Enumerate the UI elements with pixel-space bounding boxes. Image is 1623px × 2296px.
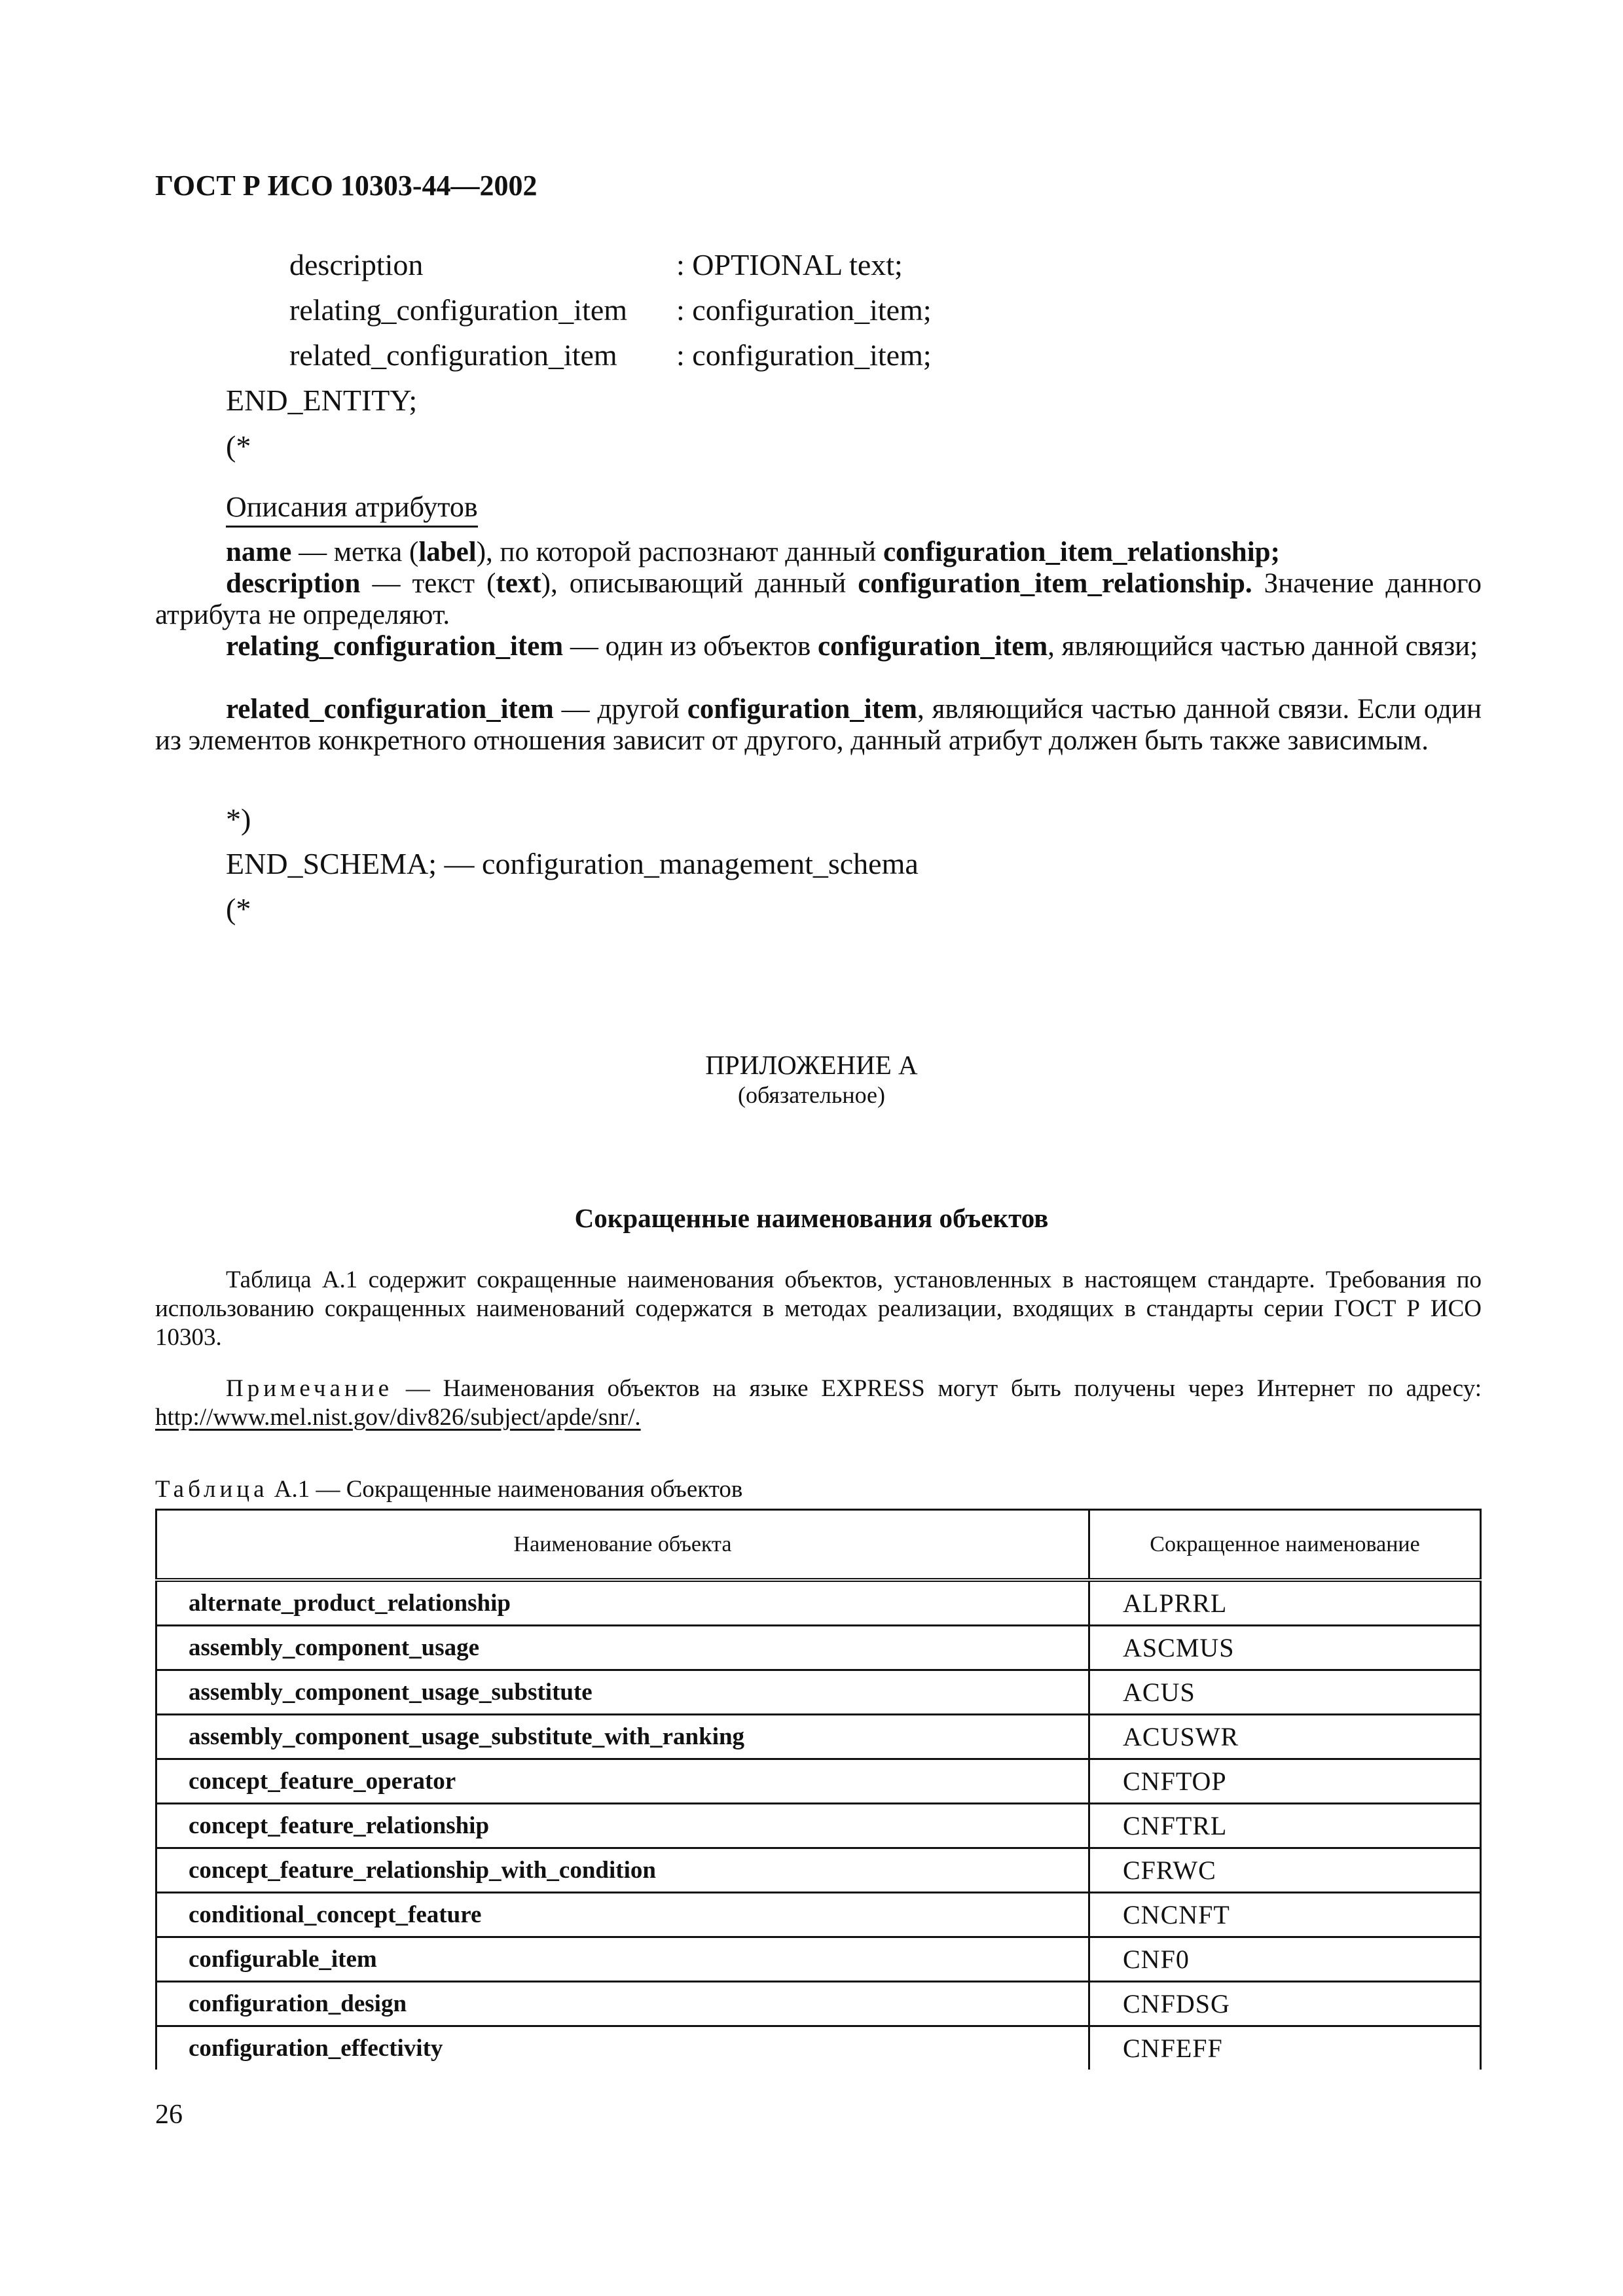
object-name-cell: concept_feature_relationship: [156, 1804, 1089, 1848]
short-name-cell: CNFDSG: [1089, 1982, 1481, 2026]
term-description: description: [226, 568, 361, 599]
attr-name-relating: relating_configuration_item: [289, 293, 628, 327]
attr-type-description: : OPTIONAL text;: [676, 248, 903, 281]
object-name-cell: concept_feature_relationship_with_condition: [156, 1848, 1089, 1893]
short-name-cell: CNFTOP: [1089, 1759, 1481, 1804]
table-row: [156, 1715, 1481, 1759]
column-header-short-name: Сокращенное наименование: [1089, 1510, 1481, 1581]
attr-name-description: description: [289, 248, 424, 281]
comment-open: (*: [226, 429, 251, 463]
note-url-link[interactable]: http://www.mel.nist.gov/div826/subject/apde/snr/.: [155, 1404, 641, 1431]
object-name-cell: assembly_component_usage_substitute: [156, 1670, 1089, 1715]
table-header-row: [156, 1510, 1481, 1581]
attr-type-relating: : configuration_item;: [676, 293, 932, 327]
table-row: [156, 1804, 1481, 1848]
table-row: [156, 1848, 1481, 1893]
table-row: [156, 1759, 1481, 1804]
table-row: [156, 1937, 1481, 1982]
table-row: [156, 1893, 1481, 1937]
appendix-note: Примечание — Наименования объектов на языке EXPRESS могут быть получены через Интернет по адресу: http://www.mel.nist.gov/div826/subject/apde/snr/.: [155, 1375, 1482, 1431]
def-relating: relating_configuration_item — один из объектов configuration_item, являющийся частью данной связи;: [226, 631, 1478, 662]
appendix-intro: Таблица А.1 содержит сокращенные наименования объектов, установленных в настоящем стандарте. Требования по использованию сокращенных наименований содержатся в методах реализации, входящих в стандарты серии ГОСТ Р ИСО 10303.: [155, 1266, 1482, 1351]
table-row: [156, 2026, 1481, 2070]
appendix-title: ПРИЛОЖЕНИЕ А: [705, 1050, 918, 1080]
short-name-cell: CNF0: [1089, 1937, 1481, 1982]
running-header: ГОСТ Р ИСО 10303-44—2002: [155, 170, 538, 202]
short-name-cell: ACUS: [1089, 1670, 1481, 1715]
table-caption: Таблица А.1 — Сокращенные наименования объектов: [155, 1476, 743, 1503]
term-relating: relating_configuration_item: [226, 631, 564, 662]
term-name: name: [226, 537, 292, 567]
table-row: [156, 1670, 1481, 1715]
end-schema: END_SCHEMA; — configuration_management_schema: [226, 847, 919, 880]
object-name-cell: configurable_item: [156, 1937, 1089, 1982]
object-name-cell: alternate_product_relationship: [156, 1580, 1089, 1626]
section-heading: Описания атрибутов: [226, 490, 478, 528]
comment-open-2: (*: [226, 892, 251, 925]
short-name-cell: ASCMUS: [1089, 1626, 1481, 1670]
end-entity: END_ENTITY;: [226, 384, 418, 417]
short-name-cell: ACUSWR: [1089, 1715, 1481, 1759]
page-number: 26: [155, 2100, 183, 2130]
object-name-cell: assembly_component_usage: [156, 1626, 1089, 1670]
attr-name-related: related_configuration_item: [289, 338, 617, 372]
short-name-cell: CNFTRL: [1089, 1804, 1481, 1848]
table-row: [156, 1580, 1481, 1626]
short-name-cell: CNCNFT: [1089, 1893, 1481, 1937]
column-header-object-name: Наименование объекта: [156, 1510, 1089, 1581]
def-name: name — метка (label), по которой распознают данный configuration_item_relationship;: [226, 537, 1280, 567]
object-name-cell: assembly_component_usage_substitute_with_ranking: [156, 1715, 1089, 1759]
def-related: related_configuration_item — другой configuration_item, являющийся частью данной связи. Если один из элементов конкретного отношения зависит от другого, данный атрибут должен быть также зависимым.: [155, 694, 1482, 756]
term-related: related_configuration_item: [226, 694, 554, 725]
object-name-cell: configuration_effectivity: [156, 2026, 1089, 2070]
table-row: [156, 1626, 1481, 1670]
def-description: description — текст (text), описывающий данный configuration_item_relationship. Значение данного атрибута не определяют.: [155, 568, 1482, 630]
table-row: [156, 1982, 1481, 2026]
object-name-cell: concept_feature_operator: [156, 1759, 1089, 1804]
appendix-subtitle: (обязательное): [738, 1082, 885, 1108]
short-name-cell: CNFEFF: [1089, 2026, 1481, 2070]
short-name-cell: CFRWC: [1089, 1848, 1481, 1893]
note-label: Примечание: [226, 1375, 393, 1402]
object-name-cell: conditional_concept_feature: [156, 1893, 1089, 1937]
appendix-heading: Сокращенные наименования объектов: [574, 1203, 1049, 1233]
short-name-cell: ALPRRL: [1089, 1580, 1481, 1626]
comment-close: *): [226, 802, 251, 836]
abbreviation-table: [155, 1509, 1482, 2070]
object-name-cell: configuration_design: [156, 1982, 1089, 2026]
attr-type-related: : configuration_item;: [676, 338, 932, 372]
